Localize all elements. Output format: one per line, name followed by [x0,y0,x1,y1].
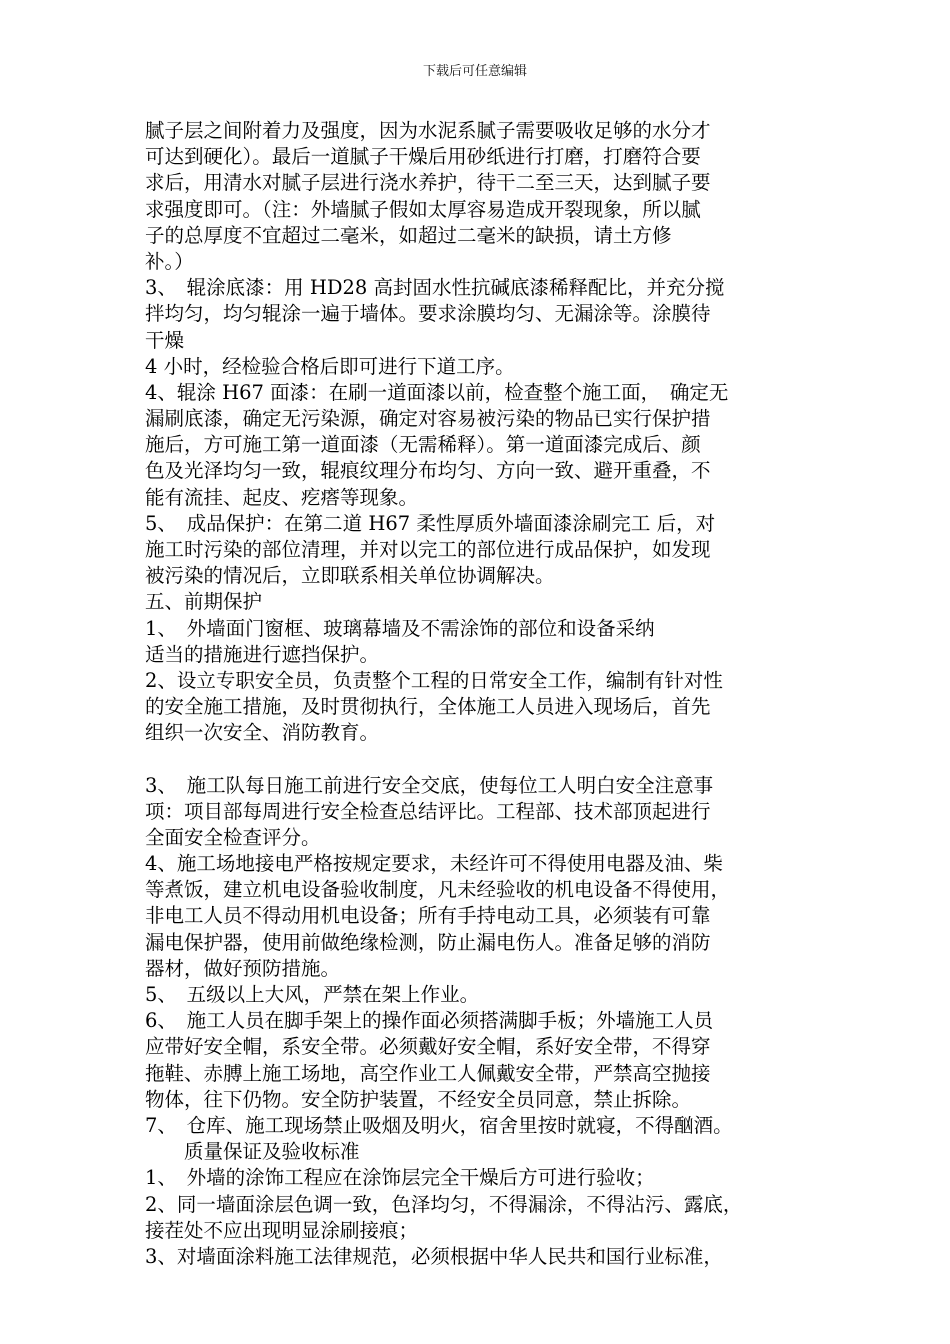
text-line: 等煮饭，建立机电设备验收制度，凡未经验收的机电设备不得使用， [145,878,731,902]
text-line: 能有流挂、起皮、疙瘩等现象。 [145,485,419,509]
text-line: 4、辊涂 H67 面漆：在刷一道面漆以前，检查整个施工面， 确定无 [145,380,729,404]
text-line: 求强度即可。（注：外墙腻子假如太厚容易造成开裂现象，所以腻 [145,197,701,221]
section-heading: 五、前期保护 [145,590,263,614]
text-line: 求后，用清水对腻子层进行浇水养护，待干二至三天，达到腻子要 [145,171,711,195]
text-line: 项：项目部每周进行安全检查总结评比。工程部、技术部顶起进行 [145,799,711,823]
text-line: 干燥 [145,328,185,352]
text-line: 3、对墙面涂料施工法律规范，必须根据中华人民共和国行业标准， [145,1244,723,1268]
text-line: 3、 辊涂底漆：用 HD28 高封固水性抗碱底漆稀释配比，并充分搅 [145,276,725,300]
text-line: 物体，往下仍物。安全防护装置，不经安全员同意，禁止拆除。 [145,1087,692,1111]
text-line: 色及光泽均匀一致，辊痕纹理分布均匀、方向一致、避开重叠，不 [145,459,711,483]
text-line: 补。） [145,249,194,273]
text-line: 7、 仓库、施工现场禁止吸烟及明火，宿舍里按时就寝，不得酗酒。 [145,1113,733,1137]
text-line: 1、 外墙面门窗框、玻璃幕墙及不需涂饰的部位和设备采纳 [145,616,655,640]
section-heading: 质量保证及验收标准 [145,1140,360,1164]
text-line: 子的总厚度不宜超过二毫米，如超过二毫米的缺损，请土方修 [145,223,672,247]
text-line: 施工时污染的部位清理，并对以完工的部位进行成品保护，如发现 [145,538,711,561]
page-header: 下载后可任意编辑 [422,64,527,79]
blank-line [145,747,825,773]
text-line: 2、同一墙面涂层色调一致，色泽均匀，不得漏涂，不得沾污、露底， [145,1192,743,1216]
text-line: 5、 成品保护：在第二道 H67 柔性厚质外墙面漆涂刷完工 后，对 [145,511,716,535]
document-body [145,118,825,1270]
text-line: 施后，方可施工第一道面漆（无需稀释）。第一道面漆完成后、颜 [145,433,701,457]
text-line: 被污染的情况后，立即联系相关单位协调解决。 [145,564,555,588]
text-line: 2、设立专职安全员，负责整个工程的日常安全工作，编制有针对性 [145,668,723,692]
text-line: 腻子层之间附着力及强度，因为水泥系腻子需要吸收足够的水分才 [145,119,711,142]
text-line: 全面安全检查评分。 [145,825,321,849]
text-line: 的安全施工措施，及时贯彻执行，全体施工人员进入现场后，首先 [145,695,711,719]
text-line: 器材，做好预防措施。 [145,956,341,980]
text-line: 拌均匀，均匀辊涂一遍于墙体。要求涂膜均匀、无漏涂等。涂膜待 [145,302,711,326]
text-line: 4 小时，经检验合格后即可进行下道工序。 [145,354,515,378]
text-line: 可达到硬化）。最后一道腻子干燥后用砂纸进行打磨，打磨符合要 [145,145,701,169]
text-line: 拖鞋、赤膊上施工场地，高空作业工人佩戴安全带，严禁高空抛接 [145,1061,711,1085]
text-line: 5、 五级以上大风，严禁在架上作业。 [145,983,480,1006]
text-line: 1、 外墙的涂饰工程应在涂饰层完全干燥后方可进行验收； [145,1166,655,1190]
text-line: 6、 施工人员在脚手架上的操作面必须搭满脚手板；外墙施工人员 [145,1009,714,1033]
text-line: 漏电保护器，使用前做绝缘检测，防止漏电伤人。准备足够的消防 [145,930,711,954]
text-line: 接茬处不应出现明显涂刷接痕； [145,1218,419,1242]
text-line: 4、施工场地接电严格按规定要求，未经许可不得使用电器及油、柴 [145,852,723,876]
text-line: 组织一次安全、消防教育。 [145,721,380,745]
text-line: 3、 施工队每日施工前进行安全交底，使每位工人明白安全注意事 [145,773,714,797]
text-line: 漏刷底漆，确定无污染源，确定对容易被污染的物品已实行保护措 [145,407,711,431]
text-line: 非电工人员不得动用机电设备；所有手持电动工具，必须装有可靠 [145,904,711,928]
text-line: 适当的措施进行遮挡保护。 [145,642,380,666]
text-line: 应带好安全帽，系安全带。必须戴好安全帽，系好安全带，不得穿 [145,1035,711,1059]
